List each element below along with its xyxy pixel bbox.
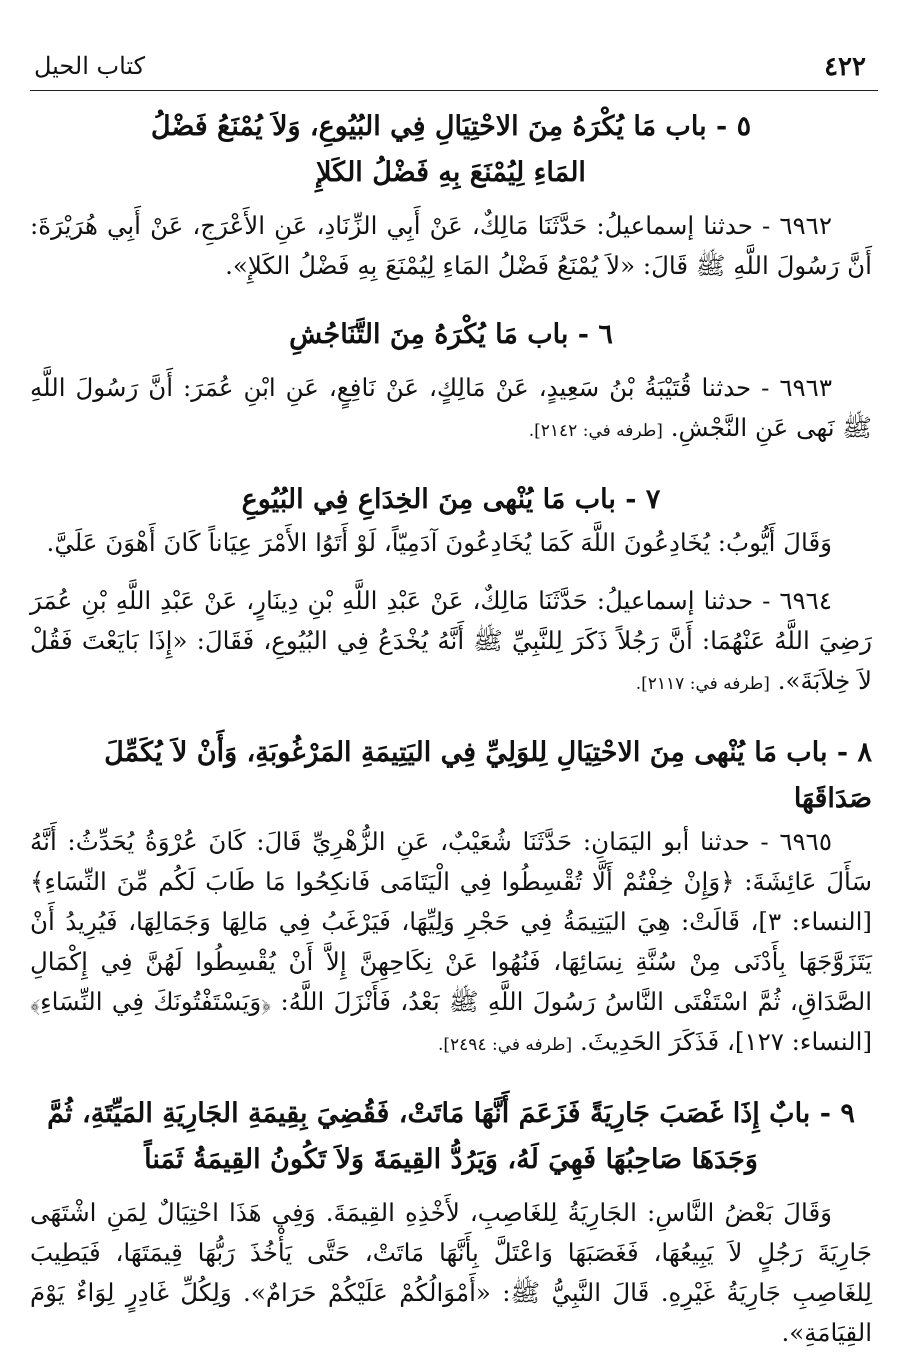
section-8	[30, 730, 872, 1065]
chapter-heading-line-2: المَاءِ لِيُمْنَعَ بِهِ فَضْلُ الكَلإِ	[316, 157, 586, 188]
hadith-6963	[30, 368, 872, 451]
hadith-text: ٦٩٦٣ - حدثنا قُتَيْبَةُ بْنُ سَعِيدٍ، عَنْ مَالِكٍ، عَنْ نَافِعٍ، عَنِ ابْنِ عُمَرَ: أَنَّ رَسُولَ اللَّهِ ﷺ نَهى عَنِ النَّجْشِ.	[30, 373, 872, 442]
page-number: ٤٢٢	[824, 52, 866, 82]
cross-reference: [طرفه في: ٢١١٧].	[635, 674, 770, 694]
cross-reference: [طرفه في: ٢١٤٢].	[528, 421, 663, 441]
chapter-heading-line-1: ٥ - باب مَا يُكْرَهُ مِنَ الاحْتِيَالِ فِي البُيُوعِ، وَلاَ يُمْنَعُ فَضْلُ	[150, 111, 752, 142]
hadith-text: ٦٩٦٥ - حدثنا أبو اليَمَانِ: حَدَّثَنَا شُعَيْبٌ، عَنِ الزُّهْرِيِّ قَالَ: كَانَ عُرْوَةُ يُحَدِّثُ: أَنَّهُ سَأَلَ عَائِشَةَ: ﴿وَإِنْ خِفْتُمْ أَلَّا تُقْسِطُوا فِي الْيَتَامَى فَانكِحُوا مَا طَابَ لَكُم مِّنَ النِّسَاءِ﴾ [النساء: ٣]، قَالَتْ: هِيَ اليَتِيمَةُ فِي حَجْرِ وَلِيِّهَا، فَيَرْغَبُ فِي مَالِهَا وَجَمَالِهَا، فَيُرِيدُ أَنْ يَتَزَوَّجَهَا بِأَدْنَى مِنْ سُنَّةِ نِسَائِهَا، فَنُهُوا عَنْ نِكَاحِهِنَّ إِلاَّ أَنْ يُقْسِطُوا لَهُنَّ فِي إِكْمَالِ الصَّدَاقِ، ثُمَّ اسْتَفْتَى النَّاسُ رَسُولَ اللَّهِ ﷺ بَعْدُ، فَأَنْزَلَ اللَّهُ: ﴿وَيَسْتَفْتُونَكَ فِي النِّسَاءِ﴾ [النساء: ١٢٧]، فَذَكَرَ الحَدِيثَ.	[30, 827, 872, 1056]
section-9	[30, 1091, 872, 1353]
section-6	[30, 312, 872, 451]
chapter-heading: ٨ - باب مَا يُنْهى مِنَ الاحْتِيَالِ لِلوَلِيِّ فِي اليَتِيمَةِ المَرْغُوبَةِ، وَأَنْ لاَ يُكَمِّلَ صَدَاقَهَا	[104, 737, 872, 814]
running-header	[30, 44, 878, 91]
cross-reference: [طرفه في: ٢٤٩٤].	[438, 1035, 573, 1055]
hadith-text: ٦٩٦٤ - حدثنا إسماعيلُ: حَدَّثَنَا مَالِكٌ، عَنْ عَبْدِ اللَّهِ بْنِ دِينَارٍ، عَنْ عَبْدِ اللَّهِ بْنِ عُمَرَ رَضِيَ اللَّهُ عَنْهُمَا: أَنَّ رَجُلاً ذَكَرَ لِلنَّبِيِّ ﷺ أَنَّهُ يُخْدَعُ فِي البُيُوعِ، فَقَالَ: «إِذَا بَايَعْتَ فَقُلْ لاَ خِلاَبَةَ».	[30, 586, 872, 695]
chapter-heading-line-2: وَجَدَهَا صَاحِبُهَا فَهِيَ لَهُ، وَيَرُدُّ القِيمَةَ وَلاَ تَكُونُ القِيمَةُ ثَمَناً	[144, 1144, 758, 1175]
hadith-6962: ٦٩٦٢ - حدثنا إسماعيلُ: حَدَّثَنَا مَالِكٌ، عَنْ أَبِي الزِّنَادِ، عَنِ الأَعْرَجِ، عَنْ أَبِي هُرَيْرَةَ: أَنَّ رَسُولَ اللَّهِ ﷺ قَالَ: «لاَ يُمْنَعُ فَضْلُ المَاءِ لِيُمْنَعَ بِهِ فَضْلُ الكَلإِ».	[30, 211, 872, 280]
chapter-heading: ٧ - باب مَا يُنْهى مِنَ الخِدَاعِ فِي البُيُوعِ	[241, 484, 661, 515]
chapter-heading	[30, 1091, 872, 1183]
book-title: كتاب الحيل	[34, 52, 146, 80]
chapter-heading-line-1: ٩ - بابٌ إِذَا غَصَبَ جَارِيَةً فَزَعَمَ أَنَّهَا مَاتَتْ، فَقُضِيَ بِقِيمَةِ الجَارِيَةِ المَيِّتَةِ، ثُمَّ	[47, 1098, 855, 1129]
chapter-heading	[30, 104, 872, 196]
chapter-text: وَقَالَ بَعْضُ النَّاسِ: الجَارِيَةُ لِلغَاصِبِ، لأَخْذِهِ القِيمَةَ. وَفِي هَذَا احْتِيَالٌ لِمَنِ اشْتَهَى جَارِيَةَ رَجُلٍ لاَ يَبِيعُهَا، فَغَصَبَهَا وَاعْتَلَّ بِأَنَّهَا مَاتَتْ، حَتَّى يَأْخُذَ رَبُّهَا قِيمَتَهَا، فَيَطِيبَ لِلغَاصِبِ جَارِيَةُ غَيْرِهِ. قَالَ النَّبِيُّ ﷺ: «أَمْوَالُكُمْ عَلَيْكُمْ حَرَامٌ». وَلِكُلِّ غَادِرٍ لِوَاءٌ يَوْمَ القِيَامَةِ».	[30, 1198, 872, 1347]
hadith-6964	[30, 581, 872, 704]
chapter-intro: وَقَالَ أَيُّوبُ: يُخَادِعُونَ اللَّهَ كَمَا يُخَادِعُونَ آدَمِيّاً، لَوْ أَتَوُا الأَمْرَ عِيَاناً كَانَ أَهْوَنَ عَلَيَّ.	[46, 528, 832, 557]
page-content	[30, 104, 872, 1353]
section-5	[30, 104, 872, 286]
section-7	[30, 477, 872, 704]
chapter-heading: ٦ - باب مَا يُكْرَهُ مِنَ التَّنَاجُشِ	[289, 319, 613, 350]
hadith-6965	[30, 822, 872, 1065]
